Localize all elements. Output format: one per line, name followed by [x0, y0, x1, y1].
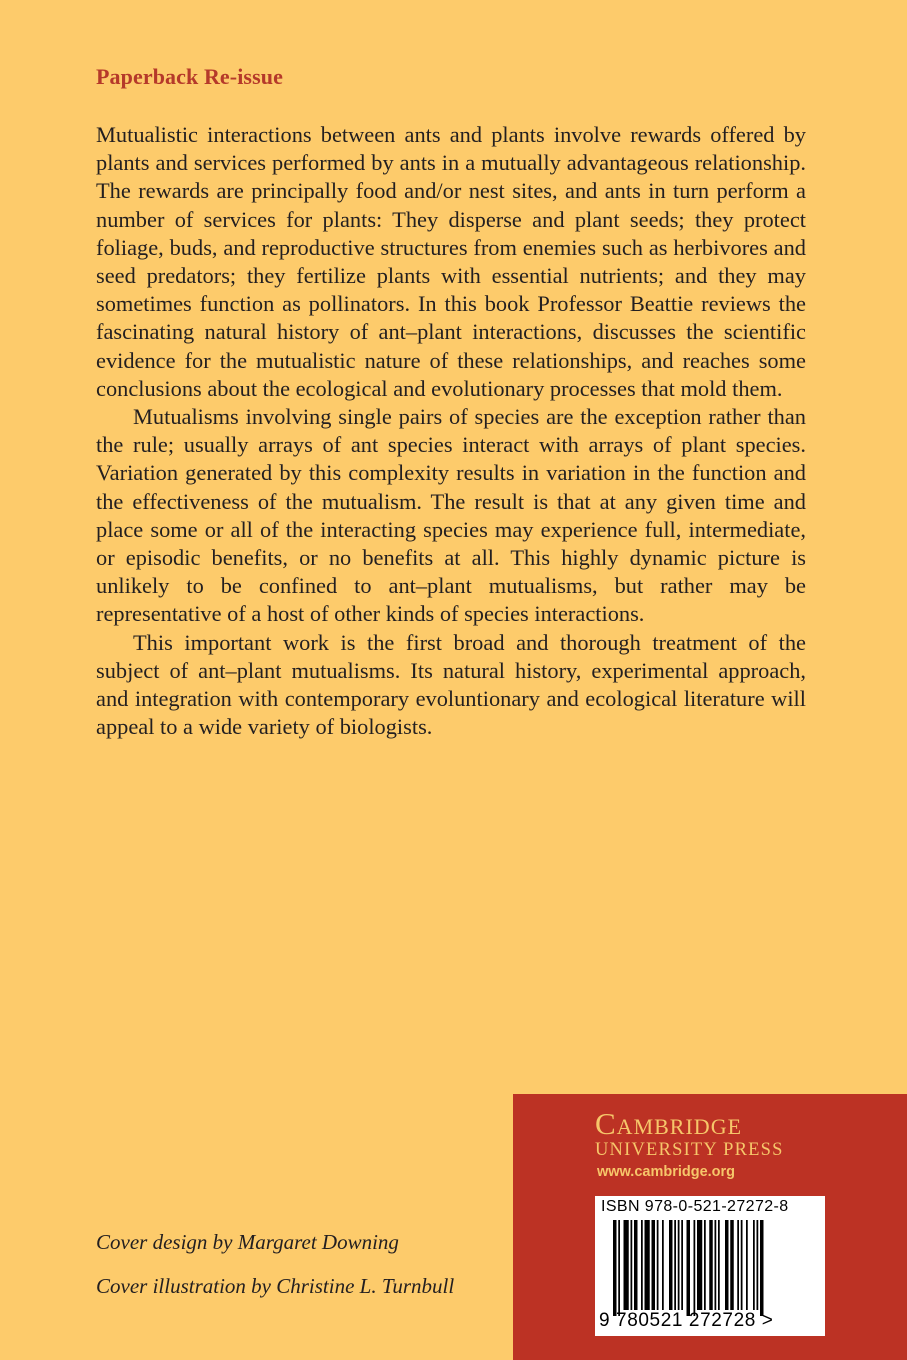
barcode-bar: [634, 1220, 638, 1310]
publisher-subtitle: UNIVERSITY PRESS: [595, 1140, 784, 1160]
barcode-bar: [718, 1220, 720, 1310]
barcode-bar: [709, 1220, 713, 1310]
barcode-bar: [697, 1220, 702, 1310]
blurb-paragraph-3: This important work is the first broad and thorough treatment of the subject of ant–plant mutualisms. Its natural history, experimental approach, and integration with contemporary evoluntionary and ecological literature will appeal to a wide variety of biologists.: [96, 629, 806, 740]
barcode-bar: [681, 1220, 683, 1310]
barcode-bar: [652, 1220, 656, 1310]
barcode-bar: [746, 1220, 748, 1310]
barcode-bar: [715, 1220, 717, 1310]
back-cover-heading: Paperback Re-issue: [96, 64, 283, 89]
barcode-bar: [674, 1220, 676, 1310]
barcode-bar: [704, 1220, 706, 1310]
barcode-bar: [631, 1220, 633, 1310]
barcode-bar: [662, 1220, 664, 1310]
barcode-bar: [641, 1220, 643, 1310]
isbn-label: ISBN 978-0-521-27272-8: [601, 1198, 789, 1215]
barcode-bar: [694, 1220, 696, 1316]
barcode-digits: 9 780521 272728 >: [599, 1310, 774, 1331]
blurb-text: [96, 121, 806, 741]
barcode-bar: [687, 1220, 691, 1316]
barcode-bar: [757, 1220, 759, 1310]
barcode-bar: [678, 1220, 680, 1310]
barcode-bar: [645, 1220, 650, 1310]
blurb-paragraph-2: Mutualisms involving single pairs of species are the exception rather than the rule; usually arrays of ant species interact with arrays of plant species. Variation generated by this complexity results in variation in the function and the effectiveness of the mutualism. The result is that at any given time and place some or all of the interacting species may experience full, intermediate, or episodic benefits, or no benefits at all. This highly dynamic picture is unlikely to be confined to ant–plant mutualisms, but rather may be representative of a host of other kinds of species interactions.: [96, 404, 806, 627]
barcode-bar: [618, 1220, 620, 1316]
barcode-bar: [760, 1220, 764, 1316]
barcode-bar: [753, 1220, 755, 1310]
cover-design-credit: Cover design by Margaret Downing: [96, 1230, 399, 1254]
barcode-bar: [725, 1220, 729, 1310]
cover-illustration-credit: Cover illustration by Christine L. Turnbull: [96, 1274, 455, 1298]
isbn-barcode: [595, 1196, 825, 1336]
barcode-bar: [730, 1220, 734, 1310]
barcode-bar: [669, 1220, 673, 1310]
cover-credits: [96, 1230, 454, 1299]
blurb-paragraph-1: Mutualistic interactions between ants and plants involve rewards offered by plants and services performed by ants in a mutually advantageous relationship. The rewards are principally food and/or nest sites, and ants in turn perform a number of services for plants: They disperse and plant seeds; they protect foliage, buds, and reproductive structures from enemies such as herbivores and seed predators; they fertilize plants with essential nutrients; and they may sometimes function as pollinators. In this book Professor Beattie reviews the fascinating natural history of ant–plant interactions, discusses the scientific evidence for the mutualistic nature of these relationships, and reaches some conclusions about the ecological and evolutionary processes that mold them.: [96, 122, 806, 401]
publisher-url: www.cambridge.org: [597, 1164, 736, 1180]
publisher-panel: [513, 1094, 907, 1360]
barcode-bar: [657, 1220, 659, 1310]
barcode-bar: [737, 1220, 739, 1310]
barcode-bar: [613, 1220, 617, 1316]
publisher-name: Cambridge: [595, 1106, 743, 1141]
barcode-bar: [624, 1220, 629, 1310]
barcode-bar: [741, 1220, 743, 1310]
